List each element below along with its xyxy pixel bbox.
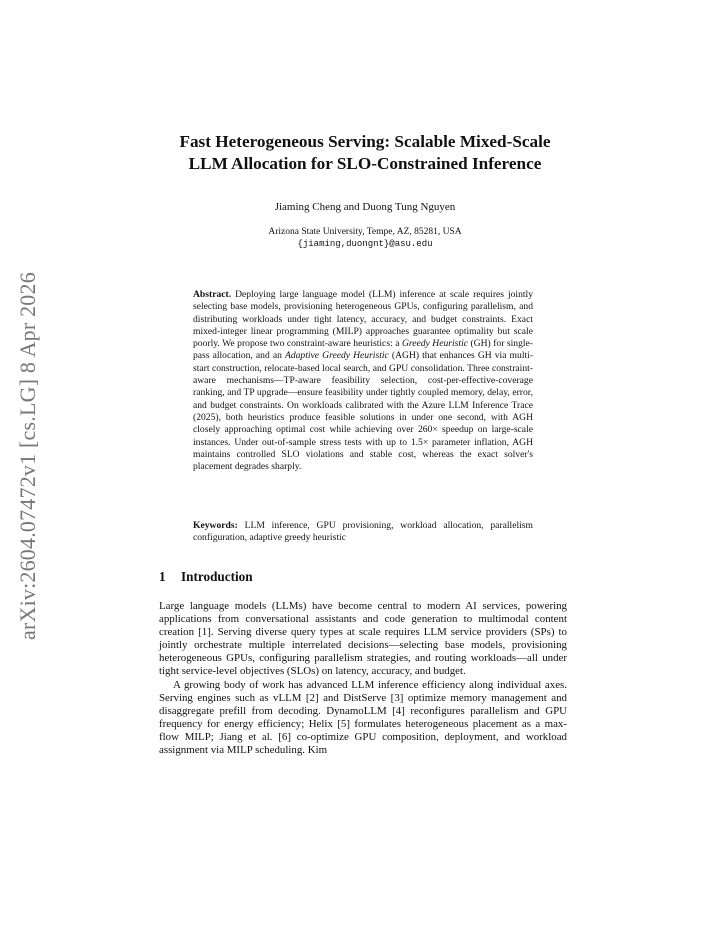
abstract-text-3: (AGH) that enhances GH via multi-start construction, relocate-based local search, and GPU consolidation. Three constraint-aware mechanisms—TP-aware feasibility selection, cost-per-effective-coverage ranking, and TP upgrade—ensure feasibility under tightly coupled memory, delay, error, and budget constraints. On workloads calibrated with the Azure LLM Inference Trace (2025), both heuristics produce feasible solutions in under one second, with AGH closely approaching optimal cost while achieving over 260× speedup on large-scale instances. Under out-of-sample stress tests with up to 1.5× parameter inflation, AGH maintains controlled SLO violations and stable cost, whereas the exact solver's placement degrades sharply. <box>193 350 534 473</box>
keywords-label: Keywords: <box>193 520 238 531</box>
paper-title <box>140 131 590 175</box>
section-heading <box>159 569 559 585</box>
title-line-2: LLM Allocation for SLO-Constrained Inference <box>188 154 542 173</box>
abstract-emphasis-adaptive: Adaptive Greedy Heuristic <box>284 350 389 362</box>
abstract-label: Abstract. <box>193 289 232 300</box>
section-title: Introduction <box>181 569 253 584</box>
section-number: 1 <box>159 569 166 584</box>
keywords-text: LLM inference, GPU provisioning, workload allocation, parallelism configuration, adaptive greedy heuristic <box>193 520 533 544</box>
author-email: {jiaming,duongnt}@asu.edu <box>297 239 433 249</box>
abstract <box>193 289 533 473</box>
body-paragraph-1: Large language models (LLMs) have become central to modern AI services, powering applications from conversational assistants and code generation to multimodal content creation [1]. Serving diverse query types at scale requires LLM service providers (SPs) to jointly orchestrate multiple interrelated decisions—selecting base models, provisioning heterogeneous GPUs, configuring parallelism strategies, and routing workloads—all under tight service-level objectives (SLOs) on latency, accuracy, and budget. <box>159 600 567 678</box>
arxiv-identifier: arXiv:2604.07472v1 [cs.LG] 8 Apr 2026 <box>15 272 40 640</box>
abstract-text-2: (GH) for single-pass allocation, and an <box>193 338 533 362</box>
author-list: Jiaming Cheng and Duong Tung Nguyen <box>274 201 456 213</box>
keywords <box>193 520 533 545</box>
title-line-1: Fast Heterogeneous Serving: Scalable Mixed-Scale <box>179 132 551 151</box>
affiliation-block <box>140 226 590 250</box>
abstract-emphasis-greedy: Greedy Heuristic <box>401 338 468 350</box>
abstract-text-1: Deploying large language model (LLM) inference at scale requires jointly selecting base models, provisioning heterogeneous GPUs, configuring parallelism, and distributing workloads under tight latency, accuracy, and budget constraints. Exact mixed-integer linear programming (MILP) approaches guarantee optimality but scale poorly. We propose two constraint-aware heuristics: a <box>193 289 533 350</box>
body-paragraph-2: A growing body of work has advanced LLM inference efficiency along individual axes. Serving engines such as vLLM [2] and DistServe [3] optimize memory management and disaggregate prefill from decoding. DynamoLLM [4] reconfigures parallelism and GPU frequency for energy efficiency; Helix [5] formulates heterogeneous placement as a max-flow MILP; Jiang et al. [6] co-optimize GPU composition, deployment, and workload assignment via MILP scheduling. Kim <box>159 678 567 757</box>
introduction-body <box>159 600 567 757</box>
affiliation: Arizona State University, Tempe, AZ, 85281, USA <box>268 227 462 237</box>
